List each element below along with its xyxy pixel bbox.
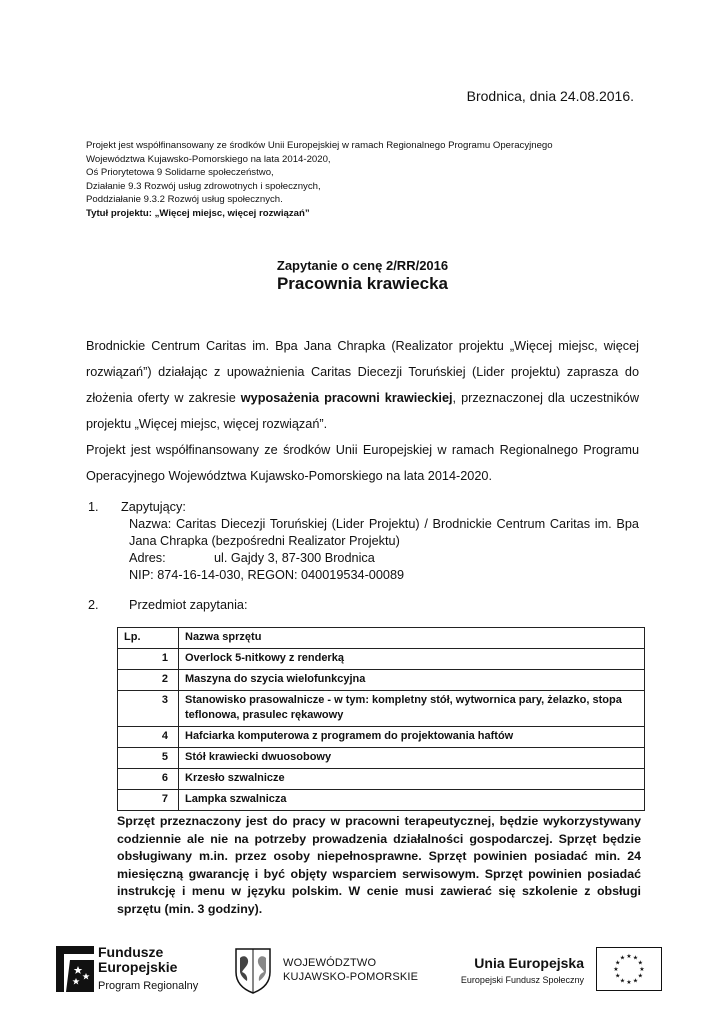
table-row	[118, 790, 645, 811]
section-number: 2.	[88, 598, 99, 612]
section-heading: Przedmiot zapytania:	[129, 598, 248, 612]
eu-star-icon: ★	[615, 973, 621, 980]
section-subject	[86, 597, 639, 614]
section-heading: Zapytujący:	[121, 500, 186, 514]
table-cell-lp: 1	[118, 649, 179, 670]
eu-star-icon: ★	[626, 980, 632, 986]
fe-line: Fundusze	[98, 944, 164, 960]
wkp-line: KUJAWSKO-POMORSKIE	[283, 971, 419, 983]
table-cell-lp: 2	[118, 670, 179, 691]
eu-star-icon: ★	[637, 960, 643, 967]
intro-paragraph	[86, 333, 639, 437]
table-header: Nazwa sprzętu	[179, 628, 645, 649]
eu-star-icon: ★	[626, 954, 632, 960]
fundusze-europejskie-title	[98, 945, 177, 975]
eu-star-icon: ★	[619, 978, 626, 985]
table-cell-name: Lampka szwalnicza	[179, 790, 645, 811]
table-row	[118, 748, 645, 769]
requester-address	[129, 550, 639, 567]
intro-paragraph: Projekt jest współfinansowany ze środków Unii Europejskiej w ramach Regionalnego Programu Operacyjnego Województwa Kujawsko-Pomorskiego na lata 2014-2020.	[86, 443, 639, 483]
table-cell-lp: 5	[118, 748, 179, 769]
eu-star-icon: ★	[613, 967, 619, 973]
eu-star-icon: ★	[632, 955, 639, 962]
table-cell-name: Hafciarka komputerowa z programem do projektowania haftów	[179, 727, 645, 748]
eu-flag-icon	[596, 947, 662, 991]
cofinancing-line: Projekt jest współfinansowany ze środków Unii Europejskiej w ramach Regionalnego Programu Operacyjnego	[86, 140, 553, 151]
efs-label: Europejski Fundusz Społeczny	[460, 975, 584, 985]
requester-name: Nazwa: Caritas Diecezji Toruńskiej (Lider Projektu) / Brodnickie Centrum Caritas im. Bpa Jana Chrapka (bezpośredni Realizator Projektu)	[129, 517, 639, 548]
eu-star-icon: ★	[619, 955, 626, 962]
section-requester	[86, 499, 639, 584]
table-row	[118, 691, 645, 727]
wkp-line: WOJEWÓDZTWO	[283, 957, 377, 969]
eu-star-icon: ★	[632, 978, 639, 985]
eu-star-icon: ★	[639, 967, 645, 973]
eu-star-icon: ★	[615, 960, 621, 967]
table-row	[118, 670, 645, 691]
equipment-note: Sprzęt przeznaczony jest do pracy w pracowni terapeutycznej, będzie wykorzystywany codziennie ale nie na potrzeby prowadzenia działalności gospodarczej. Sprzęt będzie obsługiwany m.in. przez osoby niepełnosprawne. Sprzęt powinien posiadać min. 24 miesięczną gwarancję i być objęty wsparciem serwisowym. Sprzęt powinien posiadać instrukcję i menu w języku polskim. W cenie musi zawierać się szkolenie z obsługi sprzętu (min. 3 godziny).	[117, 814, 641, 916]
section-number: 1.	[88, 500, 99, 514]
table-row	[118, 649, 645, 670]
cofinancing-line: Poddziałanie 9.3.2 Rozwój usług społecznych.	[86, 194, 283, 206]
coat-of-arms-icon	[233, 946, 273, 994]
table-cell-name: Overlock 5-nitkowy z renderką	[179, 649, 645, 670]
cofinancing-line: Działanie 9.3 Rozwój usług zdrowotnych i społecznych,	[86, 180, 321, 192]
intro-text	[86, 333, 639, 489]
intro-text-part: , przeznaczonej dla uczestników projektu „Więcej miejsc, więcej rozwiązań”.	[86, 391, 639, 431]
table-row	[118, 727, 645, 748]
table-header: Lp.	[118, 628, 179, 649]
table-cell-name: Stanowisko prasowalnicze - w tym: kompletny stół, wytwornica pary, żelazko, stopa teflonowa, prasulec rękawowy	[179, 691, 645, 727]
table-cell-name: Maszyna do szycia wielofunkcyjna	[179, 670, 645, 691]
intro-text-part: Brodnickie Centrum Caritas im. Bpa Jana Chrapka (Realizator projektu „Więcej miejsc, więcej rozwiązań”) działając z upoważnienia Caritas Diecezji Toruńskiej (Lider projektu) zaprasza do złożenia oferty w zakresie	[86, 339, 639, 405]
program-regionalny: Program Regionalny	[98, 980, 199, 992]
eu-star-icon: ★	[637, 973, 643, 980]
fe-line: Europejskie	[98, 959, 178, 975]
intro-highlight: wyposażenia pracowni krawieckiej	[240, 391, 453, 405]
fundusze-europejskie-logo-icon	[56, 946, 94, 992]
wojewodztwo-label	[283, 956, 418, 984]
address-label: Adres:	[129, 551, 166, 565]
requester-ids: NIP: 874-16-14-030, REGON: 040019534-00089	[129, 568, 405, 582]
address-value: ul. Gajdy 3, 87-300 Brodnica	[214, 551, 375, 565]
cofinancing-header	[86, 139, 553, 221]
cofinancing-line: Oś Priorytetowa 9 Solidarne społeczeństwo,	[86, 167, 274, 179]
table-cell-lp: 4	[118, 727, 179, 748]
inquiry-number: Zapytanie o cenę 2/RR/2016	[276, 258, 449, 273]
table-cell-lp: 3	[118, 691, 179, 727]
table-cell-lp: 7	[118, 790, 179, 811]
project-title: Tytuł projektu: „Więcej miejsc, więcej rozwiązań”	[86, 207, 310, 219]
cofinancing-line: Województwa Kujawsko-Pomorskiego na lata 2014-2020,	[86, 153, 331, 165]
inquiry-title: Pracownia krawiecka	[276, 274, 449, 293]
equipment-table	[117, 627, 645, 811]
document-date: Brodnica, dnia 24.08.2016.	[466, 88, 634, 104]
table-header-row	[118, 628, 645, 649]
unia-europejska-title: Unia Europejska	[474, 955, 584, 971]
table-cell-name: Stół krawiecki dwuosobowy	[179, 748, 645, 769]
table-cell-name: Krzesło szwalnicze	[179, 769, 645, 790]
table-row	[118, 769, 645, 790]
table-cell-lp: 6	[118, 769, 179, 790]
